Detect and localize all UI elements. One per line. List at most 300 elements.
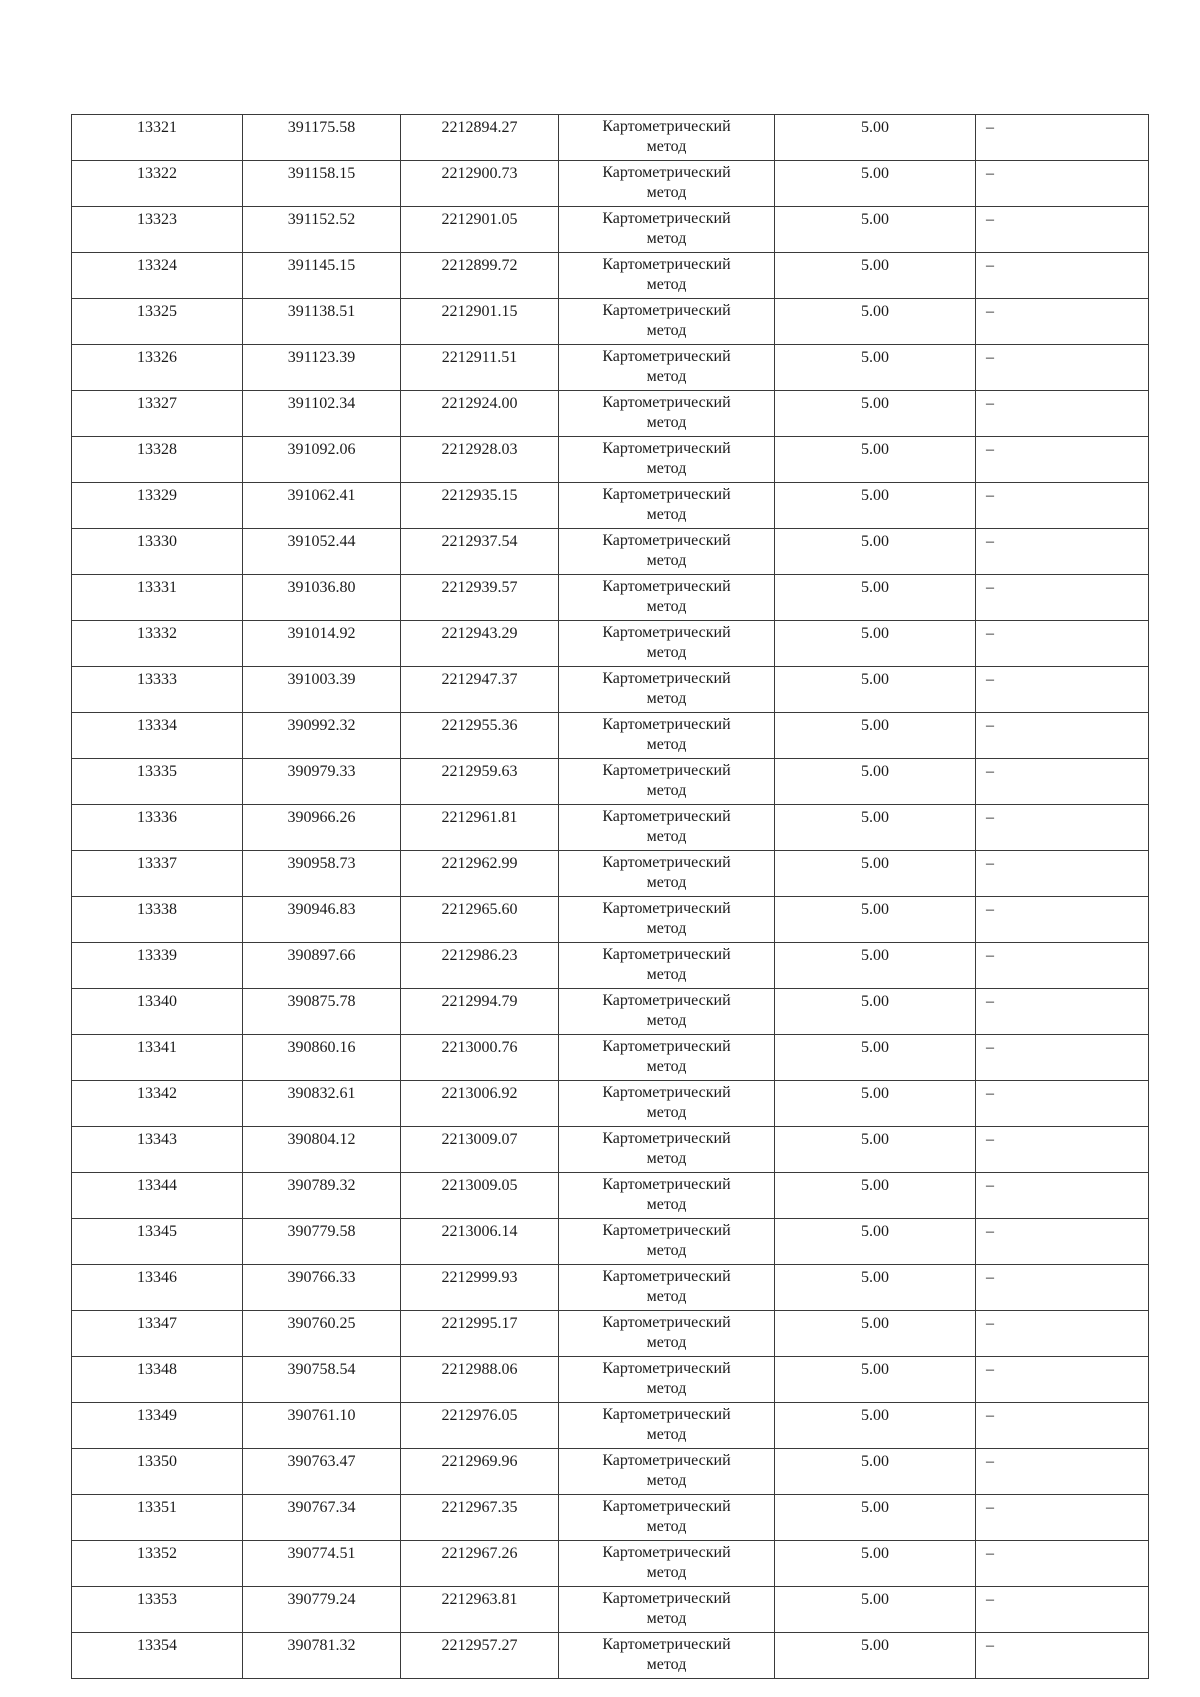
note-cell: – — [976, 1587, 1149, 1633]
x-coordinate-cell: 390979.33 — [243, 759, 401, 805]
note-cell: – — [976, 391, 1149, 437]
method-cell — [559, 253, 775, 299]
note-cell: – — [976, 575, 1149, 621]
method-text-line: Картометрический — [602, 946, 731, 963]
x-coordinate-cell: 390781.32 — [243, 1633, 401, 1679]
method-text-line: Картометрический — [602, 670, 731, 687]
method-cell — [559, 1081, 775, 1127]
method-cell — [559, 713, 775, 759]
note-cell: – — [976, 1633, 1149, 1679]
y-coordinate-cell: 2212924.00 — [401, 391, 559, 437]
table-row — [72, 851, 1149, 897]
table-row — [72, 621, 1149, 667]
x-coordinate-cell: 390789.32 — [243, 1173, 401, 1219]
method-text-line: метод — [646, 920, 687, 937]
accuracy-cell: 5.00 — [775, 1219, 976, 1265]
point-number-cell: 13324 — [72, 253, 243, 299]
note-cell: – — [976, 621, 1149, 667]
y-coordinate-cell: 2213009.05 — [401, 1173, 559, 1219]
y-coordinate-cell: 2212988.06 — [401, 1357, 559, 1403]
x-coordinate-cell: 391092.06 — [243, 437, 401, 483]
accuracy-cell: 5.00 — [775, 1127, 976, 1173]
point-number-cell: 13336 — [72, 805, 243, 851]
method-text-line: Картометрический — [602, 210, 731, 227]
note-cell: – — [976, 1173, 1149, 1219]
accuracy-cell: 5.00 — [775, 437, 976, 483]
accuracy-cell: 5.00 — [775, 529, 976, 575]
point-number-cell: 13340 — [72, 989, 243, 1035]
point-number-cell: 13326 — [72, 345, 243, 391]
y-coordinate-cell: 2212955.36 — [401, 713, 559, 759]
method-text-line: Картометрический — [602, 486, 731, 503]
x-coordinate-cell: 391052.44 — [243, 529, 401, 575]
point-number-cell: 13322 — [72, 161, 243, 207]
accuracy-cell: 5.00 — [775, 897, 976, 943]
method-text-line: метод — [646, 230, 687, 247]
table-row — [72, 1127, 1149, 1173]
y-coordinate-cell: 2212900.73 — [401, 161, 559, 207]
method-text-line: Картометрический — [602, 164, 731, 181]
accuracy-cell: 5.00 — [775, 851, 976, 897]
x-coordinate-cell: 391036.80 — [243, 575, 401, 621]
table-body — [72, 115, 1149, 1679]
accuracy-cell: 5.00 — [775, 161, 976, 207]
x-coordinate-cell: 390946.83 — [243, 897, 401, 943]
y-coordinate-cell: 2212911.51 — [401, 345, 559, 391]
y-coordinate-cell: 2212967.26 — [401, 1541, 559, 1587]
x-coordinate-cell: 391138.51 — [243, 299, 401, 345]
method-text-line: метод — [646, 1656, 687, 1673]
table-row — [72, 575, 1149, 621]
table-row — [72, 989, 1149, 1035]
point-number-cell: 13349 — [72, 1403, 243, 1449]
table-row — [72, 1219, 1149, 1265]
note-cell: – — [976, 1449, 1149, 1495]
x-coordinate-cell: 390860.16 — [243, 1035, 401, 1081]
y-coordinate-cell: 2212999.93 — [401, 1265, 559, 1311]
point-number-cell: 13347 — [72, 1311, 243, 1357]
x-coordinate-cell: 390767.34 — [243, 1495, 401, 1541]
x-coordinate-cell: 391158.15 — [243, 161, 401, 207]
note-cell: – — [976, 529, 1149, 575]
y-coordinate-cell: 2212995.17 — [401, 1311, 559, 1357]
table-row — [72, 1081, 1149, 1127]
method-cell — [559, 1127, 775, 1173]
table-row — [72, 1449, 1149, 1495]
method-text-line: метод — [646, 552, 687, 569]
method-text-line: метод — [646, 1104, 687, 1121]
method-text-line: Картометрический — [602, 1176, 731, 1193]
method-cell — [559, 207, 775, 253]
note-cell: – — [976, 483, 1149, 529]
note-cell: – — [976, 989, 1149, 1035]
table-row — [72, 1357, 1149, 1403]
note-cell: – — [976, 207, 1149, 253]
note-cell: – — [976, 253, 1149, 299]
method-cell — [559, 621, 775, 667]
x-coordinate-cell: 390763.47 — [243, 1449, 401, 1495]
table-row — [72, 207, 1149, 253]
method-cell — [559, 1449, 775, 1495]
method-text-line: метод — [646, 782, 687, 799]
y-coordinate-cell: 2212961.81 — [401, 805, 559, 851]
accuracy-cell: 5.00 — [775, 1495, 976, 1541]
table-row — [72, 253, 1149, 299]
point-number-cell: 13332 — [72, 621, 243, 667]
x-coordinate-cell: 390758.54 — [243, 1357, 401, 1403]
method-text-line: метод — [646, 138, 687, 155]
x-coordinate-cell: 391003.39 — [243, 667, 401, 713]
x-coordinate-cell: 390766.33 — [243, 1265, 401, 1311]
method-text-line: Картометрический — [602, 440, 731, 457]
point-number-cell: 13329 — [72, 483, 243, 529]
accuracy-cell: 5.00 — [775, 805, 976, 851]
method-cell — [559, 161, 775, 207]
table-row — [72, 667, 1149, 713]
note-cell: – — [976, 1541, 1149, 1587]
table-row — [72, 897, 1149, 943]
x-coordinate-cell: 391145.15 — [243, 253, 401, 299]
accuracy-cell: 5.00 — [775, 989, 976, 1035]
note-cell: – — [976, 1081, 1149, 1127]
point-number-cell: 13342 — [72, 1081, 243, 1127]
table-row — [72, 161, 1149, 207]
method-text-line: Картометрический — [602, 532, 731, 549]
method-text-line: метод — [646, 1058, 687, 1075]
accuracy-cell: 5.00 — [775, 345, 976, 391]
method-cell — [559, 1311, 775, 1357]
table-row — [72, 529, 1149, 575]
method-cell — [559, 1035, 775, 1081]
y-coordinate-cell: 2212937.54 — [401, 529, 559, 575]
x-coordinate-cell: 390875.78 — [243, 989, 401, 1035]
method-cell — [559, 529, 775, 575]
x-coordinate-cell: 391123.39 — [243, 345, 401, 391]
method-text-line: метод — [646, 598, 687, 615]
method-text-line: метод — [646, 828, 687, 845]
accuracy-cell: 5.00 — [775, 1587, 976, 1633]
method-text-line: Картометрический — [602, 992, 731, 1009]
y-coordinate-cell: 2212976.05 — [401, 1403, 559, 1449]
method-text-line: Картометрический — [602, 1038, 731, 1055]
accuracy-cell: 5.00 — [775, 207, 976, 253]
y-coordinate-cell: 2212967.35 — [401, 1495, 559, 1541]
table-row — [72, 805, 1149, 851]
x-coordinate-cell: 390958.73 — [243, 851, 401, 897]
method-text-line: метод — [646, 874, 687, 891]
accuracy-cell: 5.00 — [775, 299, 976, 345]
x-coordinate-cell: 391175.58 — [243, 115, 401, 161]
point-number-cell: 13331 — [72, 575, 243, 621]
point-number-cell: 13325 — [72, 299, 243, 345]
point-number-cell: 13333 — [72, 667, 243, 713]
table-row — [72, 1633, 1149, 1679]
method-text-line: Картометрический — [602, 1314, 731, 1331]
y-coordinate-cell: 2213009.07 — [401, 1127, 559, 1173]
note-cell: – — [976, 115, 1149, 161]
note-cell: – — [976, 805, 1149, 851]
table-row — [72, 345, 1149, 391]
method-text-line: метод — [646, 1242, 687, 1259]
accuracy-cell: 5.00 — [775, 621, 976, 667]
x-coordinate-cell: 390897.66 — [243, 943, 401, 989]
point-number-cell: 13341 — [72, 1035, 243, 1081]
note-cell: – — [976, 1495, 1149, 1541]
method-text-line: метод — [646, 1288, 687, 1305]
method-text-line: Картометрический — [602, 1130, 731, 1147]
method-text-line: Картометрический — [602, 302, 731, 319]
point-number-cell: 13334 — [72, 713, 243, 759]
x-coordinate-cell: 391014.92 — [243, 621, 401, 667]
table-row — [72, 1541, 1149, 1587]
note-cell: – — [976, 1127, 1149, 1173]
x-coordinate-cell: 390992.32 — [243, 713, 401, 759]
method-text-line: Картометрический — [602, 1452, 731, 1469]
accuracy-cell: 5.00 — [775, 1541, 976, 1587]
y-coordinate-cell: 2212965.60 — [401, 897, 559, 943]
method-text-line: метод — [646, 460, 687, 477]
x-coordinate-cell: 390832.61 — [243, 1081, 401, 1127]
table-row — [72, 1265, 1149, 1311]
method-text-line: метод — [646, 966, 687, 983]
method-text-line: метод — [646, 1426, 687, 1443]
method-cell — [559, 1357, 775, 1403]
method-text-line: Картометрический — [602, 118, 731, 135]
accuracy-cell: 5.00 — [775, 253, 976, 299]
x-coordinate-cell: 390966.26 — [243, 805, 401, 851]
point-number-cell: 13348 — [72, 1357, 243, 1403]
point-number-cell: 13323 — [72, 207, 243, 253]
accuracy-cell: 5.00 — [775, 1173, 976, 1219]
point-number-cell: 13354 — [72, 1633, 243, 1679]
method-text-line: метод — [646, 644, 687, 661]
method-text-line: Картометрический — [602, 1360, 731, 1377]
table-row — [72, 1495, 1149, 1541]
accuracy-cell: 5.00 — [775, 759, 976, 805]
x-coordinate-cell: 390779.24 — [243, 1587, 401, 1633]
method-cell — [559, 759, 775, 805]
method-cell — [559, 575, 775, 621]
method-text-line: Картометрический — [602, 716, 731, 733]
method-text-line: Картометрический — [602, 762, 731, 779]
table-row — [72, 1173, 1149, 1219]
method-cell — [559, 345, 775, 391]
method-text-line: Картометрический — [602, 1268, 731, 1285]
method-text-line: Картометрический — [602, 578, 731, 595]
method-text-line: Картометрический — [602, 1498, 731, 1515]
point-number-cell: 13350 — [72, 1449, 243, 1495]
method-cell — [559, 1633, 775, 1679]
accuracy-cell: 5.00 — [775, 115, 976, 161]
x-coordinate-cell: 390760.25 — [243, 1311, 401, 1357]
method-text-line: метод — [646, 1196, 687, 1213]
table-row — [72, 1035, 1149, 1081]
method-cell — [559, 1403, 775, 1449]
point-number-cell: 13327 — [72, 391, 243, 437]
method-cell — [559, 805, 775, 851]
y-coordinate-cell: 2212957.27 — [401, 1633, 559, 1679]
y-coordinate-cell: 2212994.79 — [401, 989, 559, 1035]
table-row — [72, 391, 1149, 437]
method-cell — [559, 1265, 775, 1311]
method-text-line: Картометрический — [602, 394, 731, 411]
table-row — [72, 713, 1149, 759]
method-text-line: метод — [646, 690, 687, 707]
accuracy-cell: 5.00 — [775, 1357, 976, 1403]
method-text-line: метод — [646, 736, 687, 753]
note-cell: – — [976, 897, 1149, 943]
method-cell — [559, 391, 775, 437]
y-coordinate-cell: 2212899.72 — [401, 253, 559, 299]
method-text-line: метод — [646, 322, 687, 339]
table-row — [72, 299, 1149, 345]
y-coordinate-cell: 2212928.03 — [401, 437, 559, 483]
method-text-line: метод — [646, 1150, 687, 1167]
x-coordinate-cell: 390804.12 — [243, 1127, 401, 1173]
table-row — [72, 437, 1149, 483]
y-coordinate-cell: 2212959.63 — [401, 759, 559, 805]
method-cell — [559, 1219, 775, 1265]
note-cell: – — [976, 713, 1149, 759]
method-text-line: Картометрический — [602, 256, 731, 273]
accuracy-cell: 5.00 — [775, 713, 976, 759]
method-cell — [559, 1587, 775, 1633]
method-text-line: Картометрический — [602, 1222, 731, 1239]
y-coordinate-cell: 2212901.15 — [401, 299, 559, 345]
y-coordinate-cell: 2212935.15 — [401, 483, 559, 529]
method-text-line: метод — [646, 506, 687, 523]
point-number-cell: 13328 — [72, 437, 243, 483]
method-text-line: метод — [646, 276, 687, 293]
point-number-cell: 13351 — [72, 1495, 243, 1541]
y-coordinate-cell: 2212894.27 — [401, 115, 559, 161]
table-row — [72, 1403, 1149, 1449]
note-cell: – — [976, 299, 1149, 345]
note-cell: – — [976, 161, 1149, 207]
note-cell: – — [976, 851, 1149, 897]
method-cell — [559, 115, 775, 161]
x-coordinate-cell: 390774.51 — [243, 1541, 401, 1587]
method-text-line: Картометрический — [602, 1084, 731, 1101]
accuracy-cell: 5.00 — [775, 1311, 976, 1357]
table-row — [72, 759, 1149, 805]
note-cell: – — [976, 943, 1149, 989]
method-text-line: Картометрический — [602, 624, 731, 641]
accuracy-cell: 5.00 — [775, 575, 976, 621]
method-cell — [559, 1173, 775, 1219]
accuracy-cell: 5.00 — [775, 1035, 976, 1081]
accuracy-cell: 5.00 — [775, 667, 976, 713]
note-cell: – — [976, 667, 1149, 713]
point-number-cell: 13330 — [72, 529, 243, 575]
y-coordinate-cell: 2212901.05 — [401, 207, 559, 253]
method-text-line: Картометрический — [602, 1544, 731, 1561]
method-text-line: Картометрический — [602, 854, 731, 871]
point-number-cell: 13339 — [72, 943, 243, 989]
point-number-cell: 13321 — [72, 115, 243, 161]
y-coordinate-cell: 2213006.14 — [401, 1219, 559, 1265]
method-text-line: метод — [646, 1610, 687, 1627]
note-cell: – — [976, 345, 1149, 391]
table-row — [72, 943, 1149, 989]
y-coordinate-cell: 2212969.96 — [401, 1449, 559, 1495]
accuracy-cell: 5.00 — [775, 391, 976, 437]
y-coordinate-cell: 2212943.29 — [401, 621, 559, 667]
method-text-line: метод — [646, 1518, 687, 1535]
method-text-line: метод — [646, 368, 687, 385]
accuracy-cell: 5.00 — [775, 1449, 976, 1495]
accuracy-cell: 5.00 — [775, 1403, 976, 1449]
accuracy-cell: 5.00 — [775, 1265, 976, 1311]
method-cell — [559, 1495, 775, 1541]
method-text-line: метод — [646, 1012, 687, 1029]
method-cell — [559, 483, 775, 529]
point-number-cell: 13352 — [72, 1541, 243, 1587]
x-coordinate-cell: 391102.34 — [243, 391, 401, 437]
point-number-cell: 13344 — [72, 1173, 243, 1219]
method-text-line: Картометрический — [602, 808, 731, 825]
note-cell: – — [976, 1265, 1149, 1311]
point-number-cell: 13335 — [72, 759, 243, 805]
note-cell: – — [976, 1035, 1149, 1081]
table-row — [72, 483, 1149, 529]
y-coordinate-cell: 2212962.99 — [401, 851, 559, 897]
method-cell — [559, 437, 775, 483]
x-coordinate-cell: 391152.52 — [243, 207, 401, 253]
x-coordinate-cell: 391062.41 — [243, 483, 401, 529]
point-number-cell: 13337 — [72, 851, 243, 897]
method-text-line: метод — [646, 414, 687, 431]
method-text-line: Картометрический — [602, 1406, 731, 1423]
accuracy-cell: 5.00 — [775, 943, 976, 989]
method-text-line: Картометрический — [602, 348, 731, 365]
point-number-cell: 13345 — [72, 1219, 243, 1265]
note-cell: – — [976, 759, 1149, 805]
y-coordinate-cell: 2213000.76 — [401, 1035, 559, 1081]
method-cell — [559, 989, 775, 1035]
point-number-cell: 13353 — [72, 1587, 243, 1633]
accuracy-cell: 5.00 — [775, 483, 976, 529]
method-text-line: метод — [646, 1380, 687, 1397]
y-coordinate-cell: 2212939.57 — [401, 575, 559, 621]
method-cell — [559, 943, 775, 989]
accuracy-cell: 5.00 — [775, 1633, 976, 1679]
accuracy-cell: 5.00 — [775, 1081, 976, 1127]
method-text-line: Картометрический — [602, 900, 731, 917]
y-coordinate-cell: 2212963.81 — [401, 1587, 559, 1633]
note-cell: – — [976, 1357, 1149, 1403]
note-cell: – — [976, 437, 1149, 483]
point-number-cell: 13346 — [72, 1265, 243, 1311]
y-coordinate-cell: 2213006.92 — [401, 1081, 559, 1127]
method-text-line: Картометрический — [602, 1590, 731, 1607]
method-cell — [559, 851, 775, 897]
method-text-line: метод — [646, 1472, 687, 1489]
point-number-cell: 13338 — [72, 897, 243, 943]
table-row — [72, 115, 1149, 161]
table-row — [72, 1311, 1149, 1357]
method-text-line: метод — [646, 1334, 687, 1351]
method-text-line: метод — [646, 1564, 687, 1581]
y-coordinate-cell: 2212947.37 — [401, 667, 559, 713]
table-row — [72, 1587, 1149, 1633]
note-cell: – — [976, 1403, 1149, 1449]
x-coordinate-cell: 390761.10 — [243, 1403, 401, 1449]
x-coordinate-cell: 390779.58 — [243, 1219, 401, 1265]
method-cell — [559, 897, 775, 943]
method-text-line: Картометрический — [602, 1636, 731, 1653]
method-cell — [559, 299, 775, 345]
